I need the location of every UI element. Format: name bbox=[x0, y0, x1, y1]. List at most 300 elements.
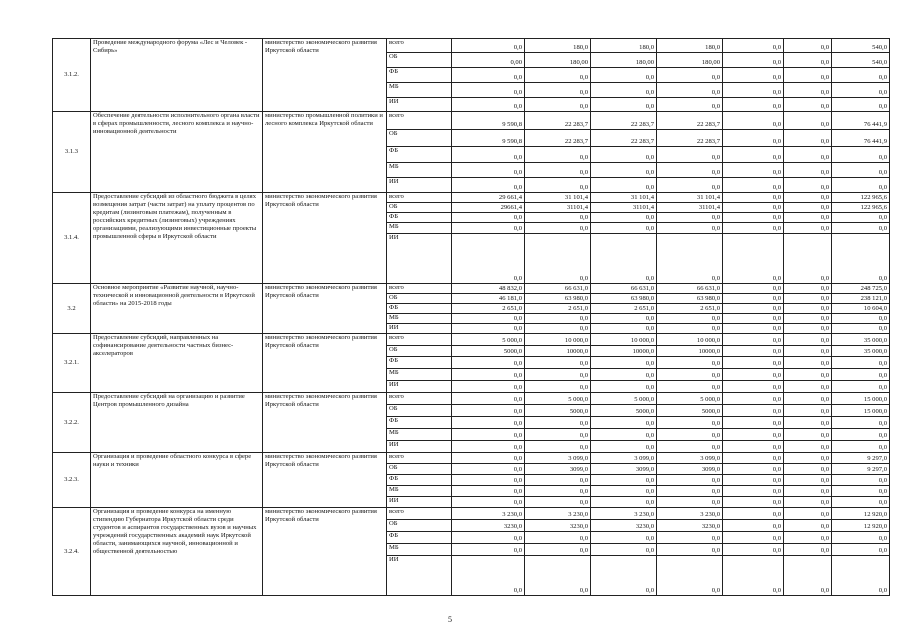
funding-source: ФБ bbox=[387, 304, 452, 314]
amount-cell: 0,0 bbox=[525, 417, 591, 429]
amount-cell: 3230,0 bbox=[525, 520, 591, 532]
amount-cell: 3 099,0 bbox=[591, 453, 657, 464]
amount-cell: 0,0 bbox=[784, 234, 832, 284]
table-row bbox=[53, 39, 890, 53]
amount-cell: 0,0 bbox=[723, 508, 784, 520]
amount-cell: 0,0 bbox=[784, 486, 832, 497]
amount-cell: 0,0 bbox=[452, 417, 525, 429]
amount-cell: 0,0 bbox=[452, 163, 525, 178]
amount-cell: 0,0 bbox=[591, 357, 657, 369]
amount-cell: 0,0 bbox=[591, 532, 657, 544]
amount-cell: 0,0 bbox=[657, 429, 723, 441]
amount-cell: 0,0 bbox=[832, 486, 890, 497]
amount-cell: 5000,0 bbox=[657, 405, 723, 417]
amount-cell: 0,0 bbox=[832, 213, 890, 223]
amount-cell: 0,0 bbox=[723, 39, 784, 53]
amount-cell: 0,0 bbox=[784, 112, 832, 130]
amount-cell: 31101,4 bbox=[525, 203, 591, 213]
amount-cell: 5 000,0 bbox=[525, 393, 591, 405]
amount-cell: 5000,0 bbox=[591, 405, 657, 417]
funding-source: ОБ bbox=[387, 294, 452, 304]
amount-cell: 0,0 bbox=[657, 178, 723, 193]
amount-cell: 0,0 bbox=[657, 324, 723, 334]
amount-cell: 0,0 bbox=[591, 213, 657, 223]
amount-cell: 3230,0 bbox=[452, 520, 525, 532]
amount-cell: 0,0 bbox=[525, 532, 591, 544]
amount-cell: 0,0 bbox=[525, 213, 591, 223]
amount-cell: 0,0 bbox=[591, 486, 657, 497]
amount-cell: 0,0 bbox=[452, 357, 525, 369]
amount-cell: 0,0 bbox=[832, 234, 890, 284]
amount-cell: 0,0 bbox=[591, 147, 657, 163]
amount-cell: 0,0 bbox=[784, 178, 832, 193]
amount-cell: 0,0 bbox=[591, 497, 657, 508]
amount-cell: 0,0 bbox=[832, 223, 890, 234]
amount-cell: 540,0 bbox=[832, 53, 890, 68]
activity-name: Обеспечение деятельности исполнительного органа власти в сферах промышленности, лесного комплекса и научно-инновационной деятельности bbox=[91, 112, 263, 193]
amount-cell: 0,0 bbox=[832, 532, 890, 544]
amount-cell: 0,0 bbox=[591, 475, 657, 486]
funding-source: ИИ bbox=[387, 441, 452, 453]
amount-cell: 0,0 bbox=[591, 178, 657, 193]
amount-cell: 0,0 bbox=[832, 163, 890, 178]
amount-cell: 0,0 bbox=[723, 544, 784, 556]
amount-cell: 0,00 bbox=[452, 53, 525, 68]
amount-cell: 0,0 bbox=[452, 98, 525, 112]
amount-cell: 0,0 bbox=[452, 393, 525, 405]
amount-cell: 0,0 bbox=[784, 324, 832, 334]
amount-cell: 22 283,7 bbox=[591, 130, 657, 147]
amount-cell: 0,0 bbox=[452, 497, 525, 508]
amount-cell: 0,0 bbox=[525, 429, 591, 441]
amount-cell: 48 832,0 bbox=[452, 284, 525, 294]
amount-cell: 0,0 bbox=[723, 304, 784, 314]
funding-source: ОБ bbox=[387, 53, 452, 68]
amount-cell: 122 965,6 bbox=[832, 203, 890, 213]
amount-cell: 0,0 bbox=[723, 429, 784, 441]
amount-cell: 0,0 bbox=[784, 520, 832, 532]
activity-name: Организация и проведение конкурса на именную стипендию Губернатора Иркутской области среди студентов и аспирантов государственных вузов и научных учреждений государственных академий наук Иркутской области, занимающихся научной, инновационной и общественной деятельностью bbox=[91, 508, 263, 596]
amount-cell: 0,0 bbox=[452, 441, 525, 453]
amount-cell: 0,0 bbox=[452, 556, 525, 596]
amount-cell: 0,0 bbox=[591, 223, 657, 234]
activity-name: Предоставление субсидий из областного бюджета в целях возмещения затрат (части затрат) на уплату процентов по кредитам (лизинговым платежам), полученным в российских кредитных (лизинговых) учреждениях организациями, реализующими инвестиционные проекты промышленной сферы в Иркутской области bbox=[91, 193, 263, 284]
funding-source: ИИ bbox=[387, 497, 452, 508]
amount-cell: 238 121,0 bbox=[832, 294, 890, 304]
amount-cell: 9 590,8 bbox=[452, 112, 525, 130]
amount-cell: 0,0 bbox=[832, 83, 890, 98]
amount-cell: 0,0 bbox=[784, 130, 832, 147]
funding-source: ОБ bbox=[387, 203, 452, 213]
amount-cell: 0,0 bbox=[657, 234, 723, 284]
amount-cell: 0,0 bbox=[784, 544, 832, 556]
amount-cell: 0,0 bbox=[591, 234, 657, 284]
amount-cell: 0,0 bbox=[723, 223, 784, 234]
amount-cell: 29661,4 bbox=[452, 203, 525, 213]
activity-name: Проведение международного форума «Лес и Человек - Сибирь» bbox=[91, 39, 263, 112]
amount-cell: 0,0 bbox=[832, 147, 890, 163]
amount-cell: 0,0 bbox=[591, 429, 657, 441]
amount-cell: 0,0 bbox=[723, 83, 784, 98]
amount-cell: 31101,4 bbox=[591, 203, 657, 213]
amount-cell: 0,0 bbox=[723, 130, 784, 147]
amount-cell: 0,0 bbox=[525, 234, 591, 284]
row-code: 3.2.4. bbox=[53, 508, 91, 596]
amount-cell: 5000,0 bbox=[525, 405, 591, 417]
funding-source: МБ bbox=[387, 486, 452, 497]
amount-cell: 3230,0 bbox=[657, 520, 723, 532]
amount-cell: 63 980,0 bbox=[525, 294, 591, 304]
amount-cell: 5000,0 bbox=[452, 346, 525, 357]
amount-cell: 0,0 bbox=[525, 163, 591, 178]
funding-source: ОБ bbox=[387, 130, 452, 147]
funding-source: ОБ bbox=[387, 405, 452, 417]
amount-cell: 10000,0 bbox=[525, 346, 591, 357]
amount-cell: 0,0 bbox=[723, 405, 784, 417]
funding-source: ФБ bbox=[387, 147, 452, 163]
funding-source: ОБ bbox=[387, 464, 452, 475]
funding-source: ОБ bbox=[387, 346, 452, 357]
amount-cell: 0,0 bbox=[591, 83, 657, 98]
amount-cell: 248 725,0 bbox=[832, 284, 890, 294]
executor-name: министерство экономического развития Иркутской области bbox=[263, 393, 387, 453]
amount-cell: 0,0 bbox=[723, 486, 784, 497]
amount-cell: 12 920,0 bbox=[832, 508, 890, 520]
row-code: 3.1.2. bbox=[53, 39, 91, 112]
amount-cell: 0,0 bbox=[657, 475, 723, 486]
amount-cell: 0,0 bbox=[723, 520, 784, 532]
amount-cell: 0,0 bbox=[723, 68, 784, 83]
activity-name: Основное мероприятие «Развитие научной, научно-технической и инновационной деятельности в Иркутской области» на 2015-2018 годы bbox=[91, 284, 263, 334]
amount-cell: 0,0 bbox=[832, 417, 890, 429]
amount-cell: 0,0 bbox=[591, 556, 657, 596]
row-code: 3.2 bbox=[53, 284, 91, 334]
funding-source: МБ bbox=[387, 314, 452, 324]
amount-cell: 0,0 bbox=[723, 112, 784, 130]
funding-source: ФБ bbox=[387, 475, 452, 486]
executor-name: министерство экономического развития Иркутской области bbox=[263, 508, 387, 596]
amount-cell: 0,0 bbox=[657, 314, 723, 324]
amount-cell: 31 101,4 bbox=[525, 193, 591, 203]
amount-cell: 10 604,0 bbox=[832, 304, 890, 314]
funding-source: МБ bbox=[387, 369, 452, 381]
amount-cell: 0,0 bbox=[832, 544, 890, 556]
amount-cell: 0,0 bbox=[657, 83, 723, 98]
funding-source: всего bbox=[387, 112, 452, 130]
funding-source: ИИ bbox=[387, 381, 452, 393]
amount-cell: 0,0 bbox=[784, 346, 832, 357]
amount-cell: 2 651,0 bbox=[657, 304, 723, 314]
amount-cell: 0,0 bbox=[723, 464, 784, 475]
amount-cell: 0,0 bbox=[525, 369, 591, 381]
amount-cell: 31 101,4 bbox=[591, 193, 657, 203]
amount-cell: 0,0 bbox=[784, 334, 832, 346]
amount-cell: 10 000,0 bbox=[525, 334, 591, 346]
funding-source: ОБ bbox=[387, 520, 452, 532]
amount-cell: 31101,4 bbox=[657, 203, 723, 213]
amount-cell: 0,0 bbox=[657, 163, 723, 178]
amount-cell: 0,0 bbox=[657, 497, 723, 508]
amount-cell: 0,0 bbox=[723, 532, 784, 544]
funding-source: МБ bbox=[387, 223, 452, 234]
amount-cell: 0,0 bbox=[832, 314, 890, 324]
amount-cell: 10000,0 bbox=[591, 346, 657, 357]
amount-cell: 0,0 bbox=[452, 464, 525, 475]
amount-cell: 0,0 bbox=[784, 163, 832, 178]
amount-cell: 46 181,0 bbox=[452, 294, 525, 304]
amount-cell: 0,0 bbox=[784, 369, 832, 381]
funding-source: всего bbox=[387, 453, 452, 464]
amount-cell: 2 651,0 bbox=[591, 304, 657, 314]
funding-source: ИИ bbox=[387, 98, 452, 112]
amount-cell: 22 283,7 bbox=[657, 112, 723, 130]
amount-cell: 0,0 bbox=[452, 223, 525, 234]
funding-source: всего bbox=[387, 334, 452, 346]
executor-name: министерство экономического развития Иркутской области bbox=[263, 453, 387, 508]
amount-cell: 0,0 bbox=[723, 556, 784, 596]
executor-name: министерство экономического развития Иркутской области bbox=[263, 284, 387, 334]
amount-cell: 0,0 bbox=[452, 544, 525, 556]
amount-cell: 12 920,0 bbox=[832, 520, 890, 532]
amount-cell: 0,0 bbox=[723, 53, 784, 68]
amount-cell: 0,0 bbox=[525, 147, 591, 163]
amount-cell: 0,0 bbox=[657, 223, 723, 234]
amount-cell: 0,0 bbox=[723, 393, 784, 405]
executor-name: министерство промышленной политики и лесного комплекса Иркутской области bbox=[263, 112, 387, 193]
amount-cell: 0,0 bbox=[591, 369, 657, 381]
amount-cell: 0,0 bbox=[784, 98, 832, 112]
amount-cell: 180,00 bbox=[657, 53, 723, 68]
amount-cell: 0,0 bbox=[591, 314, 657, 324]
amount-cell: 0,0 bbox=[723, 369, 784, 381]
amount-cell: 0,0 bbox=[784, 417, 832, 429]
amount-cell: 0,0 bbox=[525, 324, 591, 334]
amount-cell: 0,0 bbox=[832, 357, 890, 369]
amount-cell: 0,0 bbox=[723, 417, 784, 429]
funding-source: МБ bbox=[387, 163, 452, 178]
amount-cell: 5 000,0 bbox=[657, 393, 723, 405]
amount-cell: 3230,0 bbox=[591, 520, 657, 532]
funding-source: всего bbox=[387, 193, 452, 203]
amount-cell: 10 000,0 bbox=[591, 334, 657, 346]
amount-cell: 0,0 bbox=[525, 83, 591, 98]
amount-cell: 0,0 bbox=[723, 357, 784, 369]
amount-cell: 0,0 bbox=[452, 369, 525, 381]
amount-cell: 0,0 bbox=[591, 163, 657, 178]
amount-cell: 0,0 bbox=[723, 234, 784, 284]
amount-cell: 29 661,4 bbox=[452, 193, 525, 203]
table-row bbox=[53, 193, 890, 203]
amount-cell: 22 283,7 bbox=[591, 112, 657, 130]
funding-source: всего bbox=[387, 508, 452, 520]
amount-cell: 0,0 bbox=[452, 147, 525, 163]
amount-cell: 15 000,0 bbox=[832, 393, 890, 405]
row-code: 3.2.1. bbox=[53, 334, 91, 393]
amount-cell: 0,0 bbox=[784, 213, 832, 223]
amount-cell: 0,0 bbox=[723, 294, 784, 304]
amount-cell: 31 101,4 bbox=[657, 193, 723, 203]
amount-cell: 0,0 bbox=[784, 147, 832, 163]
amount-cell: 0,0 bbox=[525, 314, 591, 324]
amount-cell: 0,0 bbox=[525, 497, 591, 508]
amount-cell: 3 230,0 bbox=[657, 508, 723, 520]
amount-cell: 0,0 bbox=[591, 68, 657, 83]
amount-cell: 0,0 bbox=[591, 441, 657, 453]
amount-cell: 0,0 bbox=[452, 178, 525, 193]
executor-name: министерство экономического развития Иркутской области bbox=[263, 334, 387, 393]
amount-cell: 0,0 bbox=[452, 39, 525, 53]
amount-cell: 0,0 bbox=[525, 381, 591, 393]
amount-cell: 0,0 bbox=[832, 475, 890, 486]
amount-cell: 122 965,6 bbox=[832, 193, 890, 203]
amount-cell: 63 980,0 bbox=[657, 294, 723, 304]
funding-source: всего bbox=[387, 393, 452, 405]
amount-cell: 0,0 bbox=[657, 213, 723, 223]
amount-cell: 0,0 bbox=[784, 304, 832, 314]
amount-cell: 5 000,0 bbox=[452, 334, 525, 346]
amount-cell: 0,0 bbox=[723, 475, 784, 486]
amount-cell: 0,0 bbox=[784, 532, 832, 544]
amount-cell: 22 283,7 bbox=[525, 130, 591, 147]
table-row bbox=[53, 508, 890, 520]
amount-cell: 0,0 bbox=[657, 532, 723, 544]
activity-name: Организация и проведение областного конкурса в сфере науки и техники bbox=[91, 453, 263, 508]
amount-cell: 0,0 bbox=[784, 203, 832, 213]
amount-cell: 3 230,0 bbox=[525, 508, 591, 520]
amount-cell: 0,0 bbox=[723, 178, 784, 193]
funding-source: ИИ bbox=[387, 324, 452, 334]
amount-cell: 0,0 bbox=[591, 324, 657, 334]
amount-cell: 0,0 bbox=[832, 381, 890, 393]
amount-cell: 0,0 bbox=[657, 556, 723, 596]
amount-cell: 0,0 bbox=[784, 294, 832, 304]
amount-cell: 180,00 bbox=[591, 53, 657, 68]
amount-cell: 0,0 bbox=[723, 453, 784, 464]
amount-cell: 0,0 bbox=[832, 441, 890, 453]
amount-cell: 0,0 bbox=[452, 68, 525, 83]
amount-cell: 0,0 bbox=[452, 532, 525, 544]
amount-cell: 0,0 bbox=[784, 405, 832, 417]
amount-cell: 0,0 bbox=[452, 475, 525, 486]
amount-cell: 3 099,0 bbox=[657, 453, 723, 464]
amount-cell: 0,0 bbox=[784, 464, 832, 475]
row-code: 3.2.2. bbox=[53, 393, 91, 453]
amount-cell: 3 230,0 bbox=[452, 508, 525, 520]
amount-cell: 0,0 bbox=[452, 405, 525, 417]
amount-cell: 0,0 bbox=[784, 284, 832, 294]
amount-cell: 0,0 bbox=[832, 324, 890, 334]
amount-cell: 0,0 bbox=[723, 163, 784, 178]
amount-cell: 2 651,0 bbox=[452, 304, 525, 314]
amount-cell: 10 000,0 bbox=[657, 334, 723, 346]
amount-cell: 0,0 bbox=[525, 475, 591, 486]
funding-source: МБ bbox=[387, 429, 452, 441]
amount-cell: 3099,0 bbox=[591, 464, 657, 475]
funding-source: МБ bbox=[387, 544, 452, 556]
executor-name: министерство экономического развития Иркутской области bbox=[263, 193, 387, 284]
amount-cell: 66 631,0 bbox=[525, 284, 591, 294]
amount-cell: 0,0 bbox=[784, 475, 832, 486]
amount-cell: 9 297,0 bbox=[832, 453, 890, 464]
amount-cell: 0,0 bbox=[784, 357, 832, 369]
amount-cell: 180,0 bbox=[525, 39, 591, 53]
amount-cell: 0,0 bbox=[723, 213, 784, 223]
amount-cell: 0,0 bbox=[591, 381, 657, 393]
amount-cell: 66 631,0 bbox=[591, 284, 657, 294]
amount-cell: 0,0 bbox=[452, 213, 525, 223]
row-code: 3.1.4. bbox=[53, 193, 91, 284]
table-row bbox=[53, 284, 890, 294]
amount-cell: 3 099,0 bbox=[525, 453, 591, 464]
amount-cell: 0,0 bbox=[784, 193, 832, 203]
amount-cell: 0,0 bbox=[784, 83, 832, 98]
funding-source: ФБ bbox=[387, 213, 452, 223]
amount-cell: 0,0 bbox=[452, 83, 525, 98]
amount-cell: 0,0 bbox=[784, 223, 832, 234]
funding-source: ИИ bbox=[387, 178, 452, 193]
amount-cell: 0,0 bbox=[723, 381, 784, 393]
amount-cell: 2 651,0 bbox=[525, 304, 591, 314]
amount-cell: 0,0 bbox=[525, 178, 591, 193]
executor-name: министерство экономического развития Иркутской области bbox=[263, 39, 387, 112]
activity-name: Предоставление субсидий, направленных на софинансирование деятельности частных бизнес-акселераторов bbox=[91, 334, 263, 393]
amount-cell: 0,0 bbox=[657, 147, 723, 163]
amount-cell: 66 631,0 bbox=[657, 284, 723, 294]
amount-cell: 0,0 bbox=[723, 324, 784, 334]
amount-cell: 15 000,0 bbox=[832, 405, 890, 417]
amount-cell: 0,0 bbox=[591, 544, 657, 556]
amount-cell: 5 000,0 bbox=[591, 393, 657, 405]
amount-cell: 0,0 bbox=[832, 497, 890, 508]
amount-cell: 0,0 bbox=[723, 98, 784, 112]
amount-cell: 0,0 bbox=[525, 98, 591, 112]
amount-cell: 10000,0 bbox=[657, 346, 723, 357]
activity-name: Предоставление субсидий на организацию и развитие Центров промышленного дизайна bbox=[91, 393, 263, 453]
funding-source: ФБ bbox=[387, 68, 452, 83]
amount-cell: 0,0 bbox=[784, 441, 832, 453]
amount-cell: 180,00 bbox=[525, 53, 591, 68]
amount-cell: 540,0 bbox=[832, 39, 890, 53]
funding-source: ИИ bbox=[387, 234, 452, 284]
amount-cell: 0,0 bbox=[784, 68, 832, 83]
table-row bbox=[53, 334, 890, 346]
amount-cell: 0,0 bbox=[832, 98, 890, 112]
amount-cell: 0,0 bbox=[452, 453, 525, 464]
amount-cell: 0,0 bbox=[452, 324, 525, 334]
row-code: 3.2.3. bbox=[53, 453, 91, 508]
amount-cell: 0,0 bbox=[723, 441, 784, 453]
amount-cell: 22 283,7 bbox=[525, 112, 591, 130]
amount-cell: 0,0 bbox=[784, 453, 832, 464]
amount-cell: 3099,0 bbox=[525, 464, 591, 475]
amount-cell: 0,0 bbox=[591, 98, 657, 112]
amount-cell: 0,0 bbox=[657, 98, 723, 112]
amount-cell: 0,0 bbox=[657, 369, 723, 381]
amount-cell: 76 441,9 bbox=[832, 112, 890, 130]
amount-cell: 0,0 bbox=[784, 497, 832, 508]
amount-cell: 0,0 bbox=[723, 346, 784, 357]
amount-cell: 0,0 bbox=[832, 68, 890, 83]
amount-cell: 9 297,0 bbox=[832, 464, 890, 475]
amount-cell: 0,0 bbox=[784, 53, 832, 68]
amount-cell: 0,0 bbox=[832, 429, 890, 441]
funding-source: МБ bbox=[387, 83, 452, 98]
amount-cell: 0,0 bbox=[723, 314, 784, 324]
amount-cell: 0,0 bbox=[723, 334, 784, 346]
amount-cell: 0,0 bbox=[657, 544, 723, 556]
budget-table bbox=[52, 38, 890, 596]
table-row bbox=[53, 453, 890, 464]
